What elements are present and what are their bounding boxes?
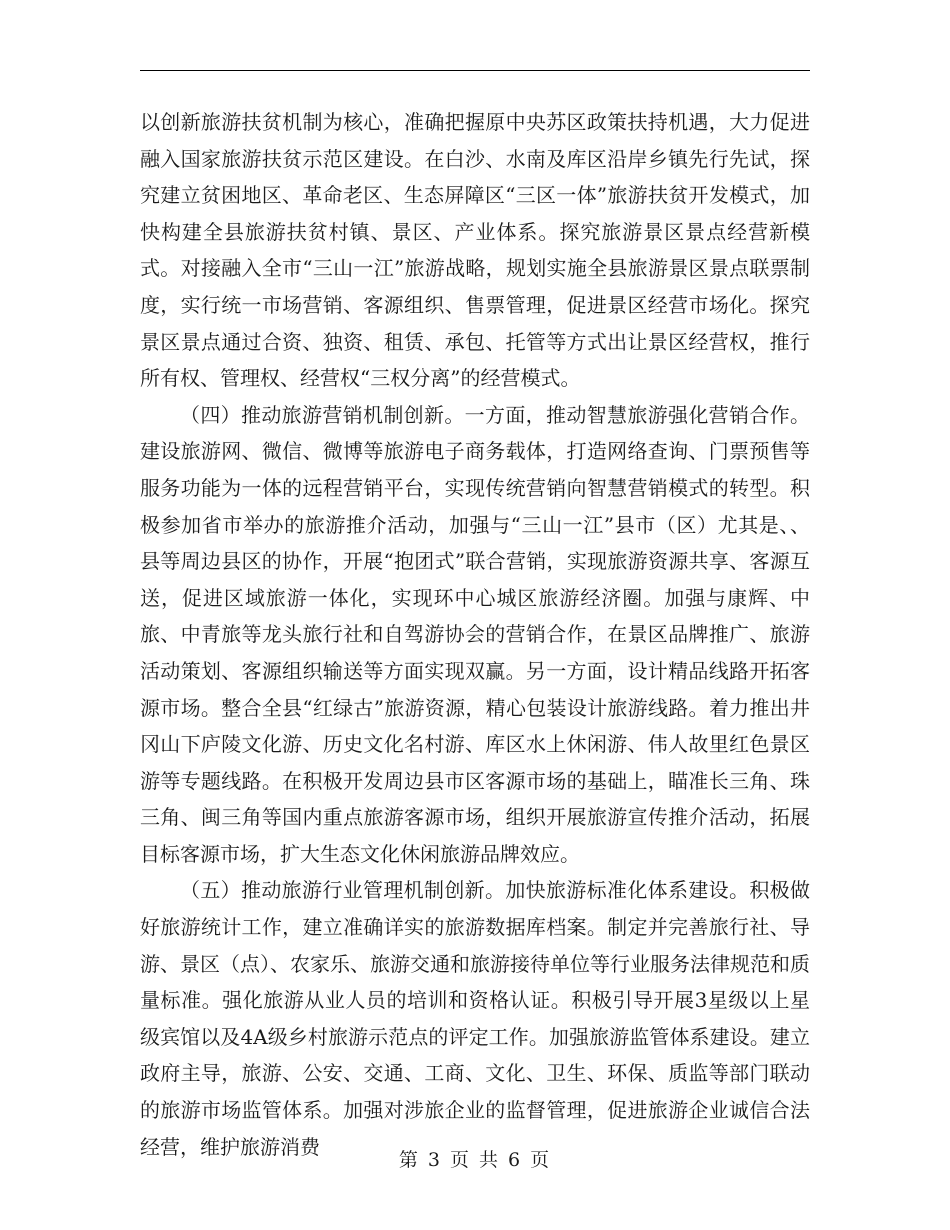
paragraph-3: （五）推动旅游行业管理机制创新。加快旅游标准化体系建设。积极做好旅游统计工作，建立准确详实的旅游数据库档案。制定并完善旅行社、导游、景区（点）、农家乐、旅游交通和旅游接待单位等行业服务法律规范和质量标准。强化旅游从业人员的培训和资格认证。积极引导开展3星级以上星级宾馆以及4A级乡村旅游示范点的评定工作。加强旅游监管体系建设。建立政府主导，旅游、公安、交通、工商、文化、卫生、环保、质监等部门联动的旅游市场监管体系。加强对涉旅企业的监督管理，促进旅游企业诚信合法经营，维护旅游消费 — [140, 878, 810, 1159]
document-body — [140, 104, 810, 1165]
header-rule — [140, 70, 810, 71]
page-number-footer: 第 3 页 共 6 页 — [398, 1149, 552, 1171]
paragraph-2: （四）推动旅游营销机制创新。一方面，推动智慧旅游强化营销合作。建设旅游网、微信、微博等旅游电子商务载体，打造网络查询、门票预售等服务功能为一体的远程营销平台，实现传统营销向智慧营销模式的转型。积极参加省市举办的旅游推介活动，加强与“三山一江”县市（区）尤其是、、县等周边县区的协作，开展“抱团式”联合营销，实现旅游资源共享、客源互送，促进区域旅游一体化，实现环中心城区旅游经济圈。加强与康辉、中旅、中青旅等龙头旅行社和自驾游协会的营销合作，在景区品牌推广、旅游活动策划、客源组织输送等方面实现双赢。另一方面，设计精品线路开拓客源市场。整合全县“红绿古”旅游资源，精心包装设计旅游线路。着力推出井冈山下庐陵文化游、历史文化名村游、库区水上休闲游、伟人故里红色景区游等专题线路。在积极开发周边县市区客源市场的基础上，瞄准长三角、珠三角、闽三角等国内重点旅游客源市场，组织开展旅游宣传推介活动，拓展目标客源市场，扩大生态文化休闲旅游品牌效应。 — [140, 402, 810, 866]
paragraph-1: 以创新旅游扶贫机制为核心，准确把握原中央苏区政策扶持机遇，大力促进融入国家旅游扶贫示范区建设。在白沙、水南及库区沿岸乡镇先行先试，探究建立贫困地区、革命老区、生态屏障区“三区一体”旅游扶贫开发模式，加快构建全县旅游扶贫村镇、景区、产业体系。探究旅游景区景点经营新模式。对接融入全市“三山一江”旅游战略，规划实施全县旅游景区景点联票制度，实行统一市场营销、客源组织、售票管理，促进景区经营市场化。探究景区景点通过合资、独资、租赁、承包、托管等方式出让景区经营权，推行所有权、管理权、经营权“三权分离”的经营模式。 — [140, 110, 810, 391]
